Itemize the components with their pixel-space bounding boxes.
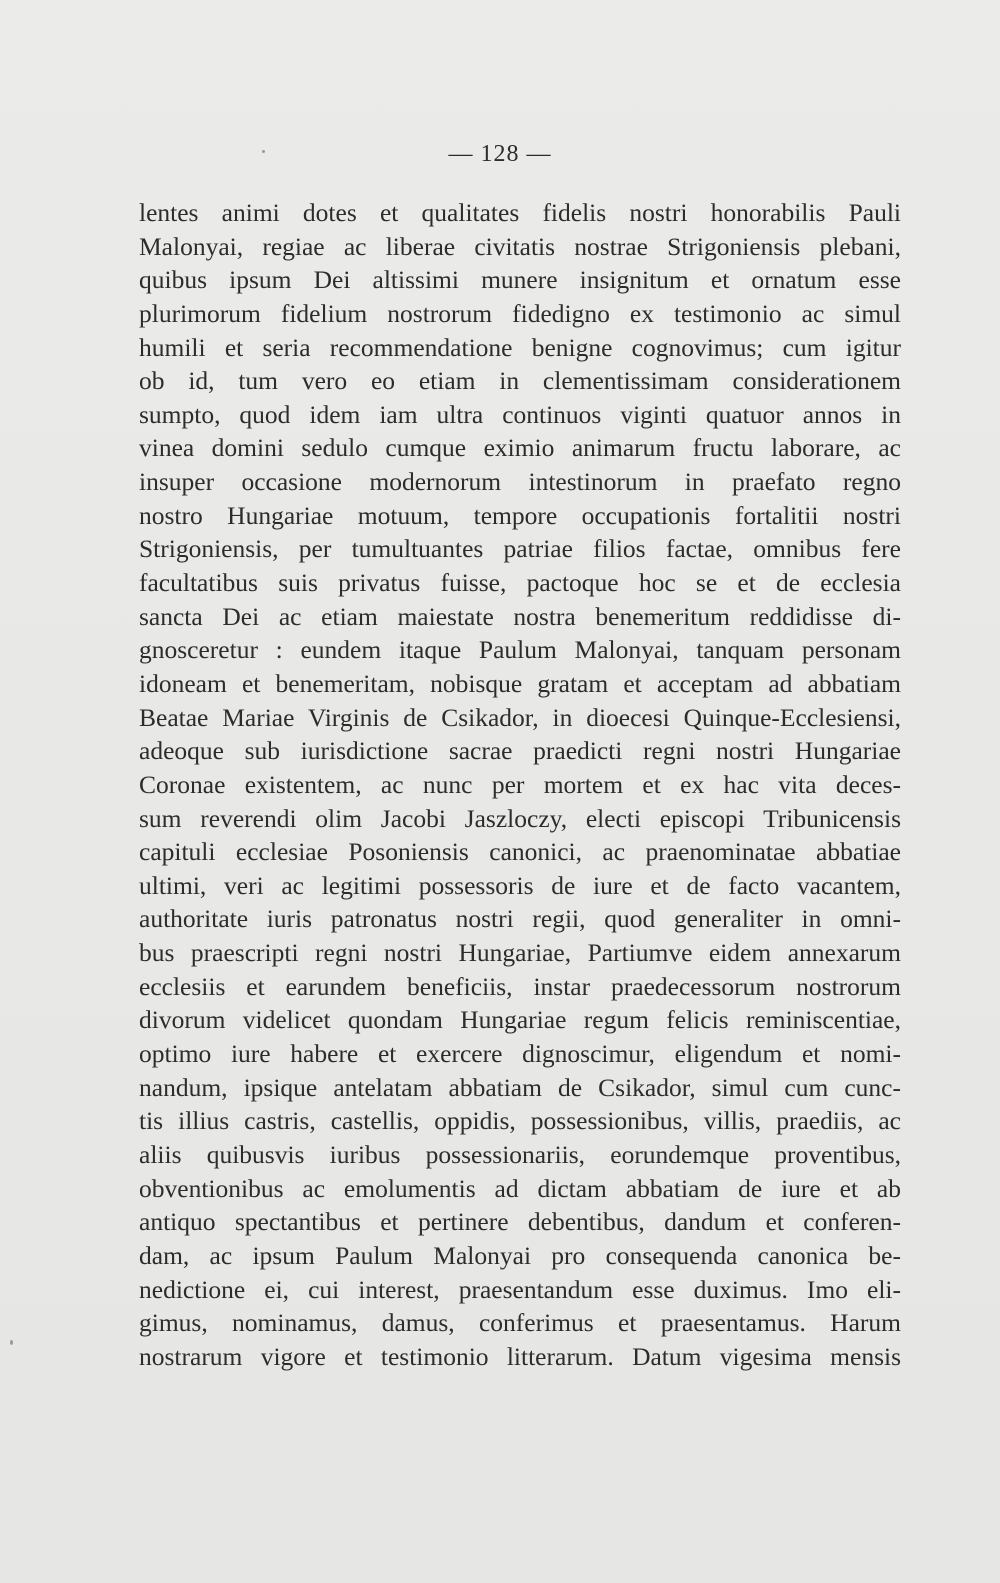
text-line: obventionibus ac emolumentis ad dictam abbatiam de iure et ab <box>139 1173 901 1203</box>
body-text <box>139 196 901 1373</box>
text-line: sumpto, quod idem iam ultra continuos viginti quatuor annos in <box>139 399 901 429</box>
paper-speck <box>262 150 265 153</box>
text-line: vinea domini sedulo cumque eximio animarum fructu laborare, ac <box>139 433 901 463</box>
text-line: authoritate iuris patronatus nostri regii, quod generaliter in omni- <box>139 904 901 934</box>
text-line: nedictione ei, cui interest, praesentandum esse duximus. Imo eli- <box>139 1274 901 1304</box>
text-line: insuper occasione modernorum intestinorum in praefato regno <box>139 467 901 497</box>
text-line: adeoque sub iurisdictione sacrae praedicti regni nostri Hungariae <box>139 736 901 766</box>
text-line: facultatibus suis privatus fuisse, pactoque hoc se et de ecclesia <box>139 568 901 598</box>
text-line: nostro Hungariae motuum, tempore occupationis fortalitii nostri <box>139 500 901 530</box>
text-line: plurimorum fidelium nostrorum fidedigno ex testimonio ac simul <box>139 298 901 328</box>
text-line: ecclesiis et earundem beneficiis, instar praedecessorum nostrorum <box>139 971 901 1001</box>
text-line: Beatae Mariae Virginis de Csikador, in dioecesi Quinque-Ecclesiensi, <box>139 702 901 732</box>
text-line: gimus, nominamus, damus, conferimus et praesentamus. Harum <box>139 1308 901 1338</box>
text-line: lentes animi dotes et qualitates fidelis nostri honorabilis Pauli <box>139 198 901 227</box>
text-line: Malonyai, regiae ac liberae civitatis nostrae Strigoniensis plebani, <box>139 231 901 261</box>
text-line: divorum videlicet quondam Hungariae regum felicis reminiscentiae, <box>139 1005 901 1035</box>
paper-speck <box>10 1340 13 1345</box>
text-line: dam, ac ipsum Paulum Malonyai pro consequenda canonica be- <box>139 1240 901 1270</box>
text-line: capituli ecclesiae Posoniensis canonici, ac praenominatae abbatiae <box>139 837 901 867</box>
text-line: gnosceretur : eundem itaque Paulum Malonyai, tanquam personam <box>139 635 901 665</box>
text-line: quibus ipsum Dei altissimi munere insignitum et ornatum esse <box>139 265 901 295</box>
text-line: nandum, ipsique antelatam abbatiam de Csikador, simul cum cunc- <box>139 1072 901 1102</box>
text-line: idoneam et benemeritam, nobisque gratam et acceptam ad abbatiam <box>139 668 901 698</box>
text-line: Coronae existentem, ac nunc per mortem et ex hac vita deces- <box>139 769 901 799</box>
text-line: sancta Dei ac etiam maiestate nostra benemeritum reddidisse di- <box>139 601 901 631</box>
page-number: — 128 — <box>448 141 552 167</box>
text-line: aliis quibusvis iuribus possessionariis, eorundemque proventibus, <box>139 1139 901 1169</box>
text-line: optimo iure habere et exercere dignoscimur, eligendum et nomi- <box>139 1039 901 1069</box>
text-line: tis illius castris, castellis, oppidis, possessionibus, villis, praediis, ac <box>139 1106 901 1136</box>
text-line: nostrarum vigore et testimonio litterarum. Datum vigesima mensis <box>139 1341 901 1371</box>
text-line: ob id, tum vero eo etiam in clementissimam considerationem <box>139 366 901 396</box>
text-line: Strigoniensis, per tumultuantes patriae filios factae, omnibus fere <box>139 534 901 564</box>
text-line: ultimi, veri ac legitimi possessoris de iure et de facto vacantem, <box>139 870 901 900</box>
text-line: humili et seria recommendatione benigne cognovimus; cum igitur <box>139 332 901 362</box>
text-line: bus praescripti regni nostri Hungariae, Partiumve eidem annexarum <box>139 938 901 968</box>
text-line: sum reverendi olim Jacobi Jaszloczy, electi episcopi Tribunicensis <box>139 803 901 833</box>
text-line: antiquo spectantibus et pertinere debentibus, dandum et conferen- <box>139 1207 901 1237</box>
